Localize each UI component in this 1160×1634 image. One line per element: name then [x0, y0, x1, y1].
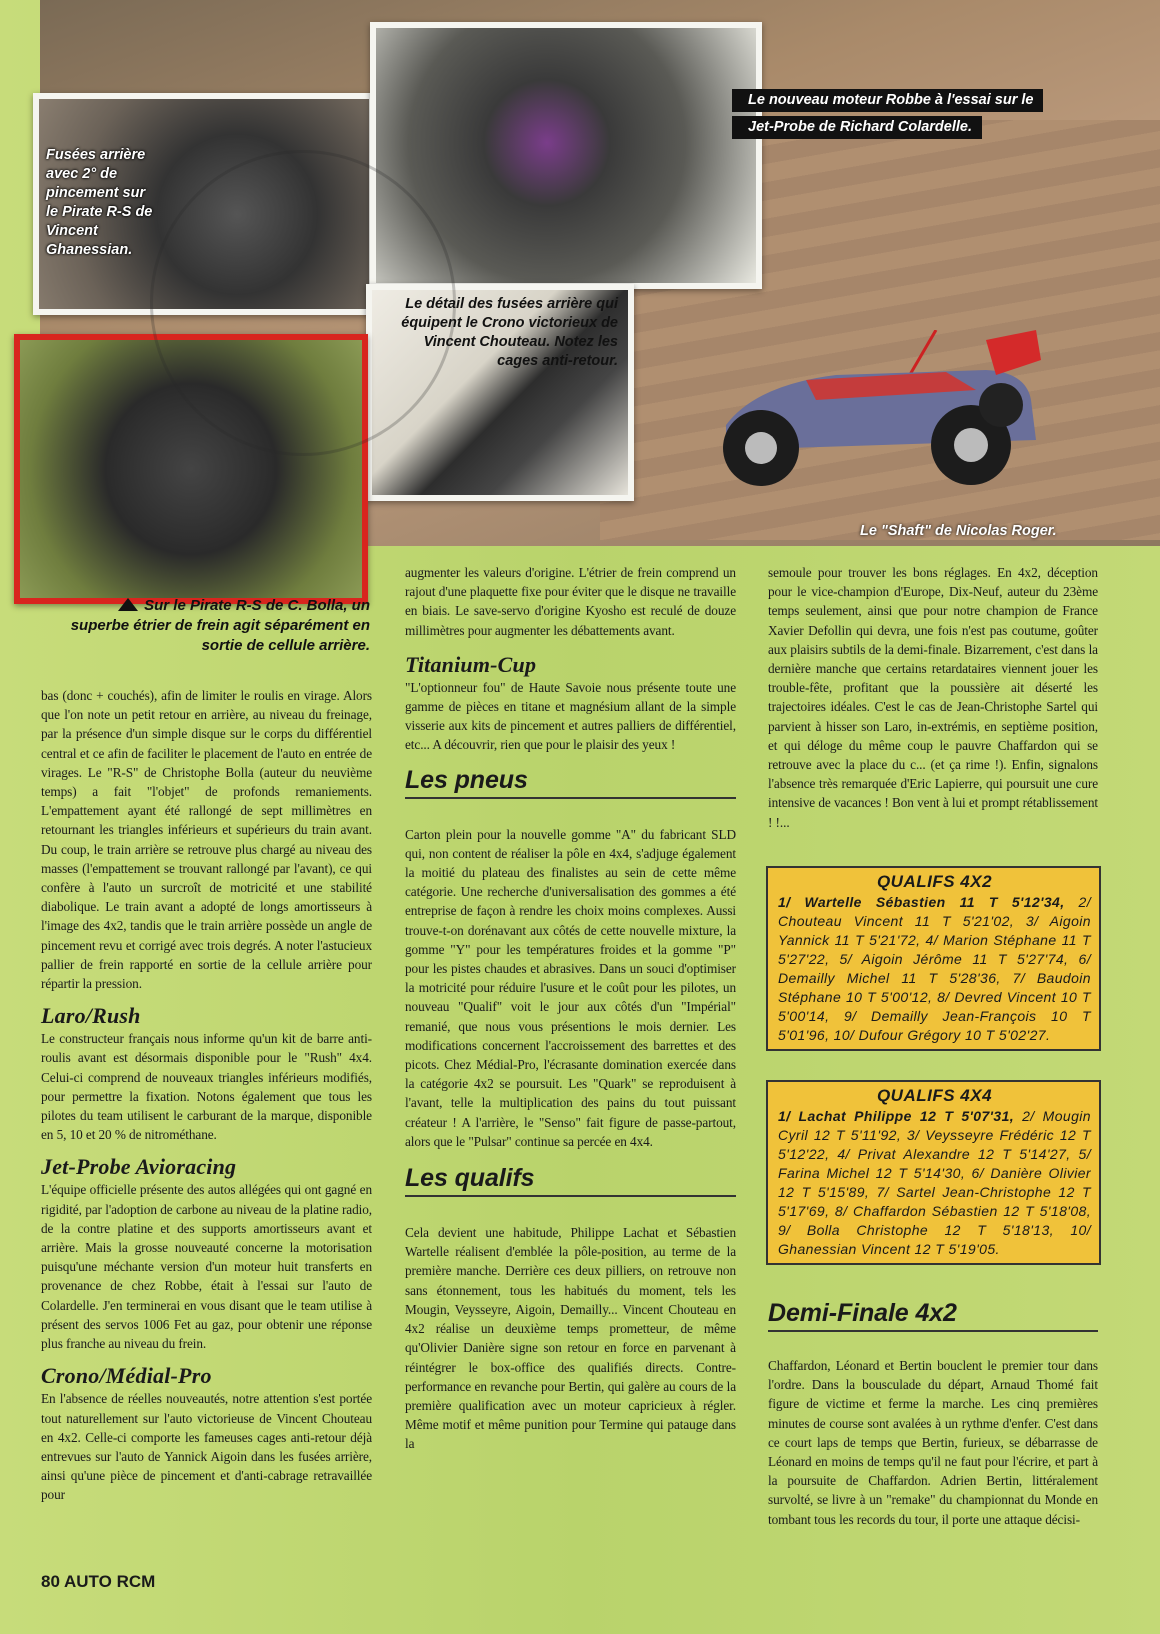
rule-divider	[405, 797, 736, 799]
triangle-pointer-icon	[118, 598, 138, 611]
rule-divider	[405, 1195, 736, 1197]
col2-qualifs-text: Cela devient une habitude, Philippe Lachat et Sébastien Wartelle réalisent d'emblée la pôle-position, au terme de la première manche. Derrière ces deux pilliers, on retrouve non sans étonnement, tous les habitués du moment, tels les Mougin, Veysseyre, Aigoin, Demailly... Vincent Chouteau en 4x2 réalise un deuxième temps prometteur, de même qu'Olivier Danière signe son retour en force en parvenant à réintégrer le box-office des qualifiés directs. Contre-performance en revanche pour Bertin, qui galère au cours de la première qualification avec un moteur capricieux à régler. Même motif et même punition pour Termine qui patauge dans la	[405, 1225, 736, 1452]
col3-demi-text: Chaffardon, Léonard et Bertin bouclent le premier tour dans l'ordre. Dans la bousculade du départ, Arnaud Thomé fait figure de victime et ferme la marche. Les cinq premières minutes de course sont avalées à un rythme d'enfer. C'est dans ce court laps de temps que Bertin, furieux, se débarrasse de Léonard en moins de temps qu'il ne faut pour l'écrire, et part à la poursuite de Chaffardon. Adrien Bertin, littéralement survolté, se livre à un "remake" du championnat du Monde en tombant tous les records du tour, il porte une attaque décisi-	[768, 1358, 1098, 1527]
heading-titanium-cup: Titanium-Cup	[405, 651, 537, 677]
caption-shaft: Le "Shaft" de Nicolas Roger.	[860, 523, 1057, 539]
heading-demi-finale: Demi-Finale 4x2	[768, 1299, 957, 1327]
qualifs-4x2-title: QUALIFS 4X2	[876, 872, 993, 891]
qualifs-4x2-box	[766, 866, 1101, 1051]
caption-hub-detail: Le détail des fusées arrière qui équipent le Crono victorieux de Vincent Chouteau. Notez les cages anti-retour.	[401, 296, 618, 369]
qualifs-4x4-results	[778, 1107, 1091, 1259]
col2-paragraph: augmenter les valeurs d'origine. L'étrier de frein comprend un rajout d'une plaquette fixe pour éviter que le disque ne travaille en biais. Le save-servo d'origine Kyosho est reculé de douze millimètres pour augmenter les débattements avant.	[405, 565, 736, 638]
col1-jet-text: L'équipe officielle présente des autos allégées qui ont gagné en rigidité, par l'adoption de carbone au niveau de la platine radio, de la contre platine et des supports amortisseurs avant et arrière. Mais la grosse nouveauté concerne la motorisation puisqu'une méchante version d'un moteur huit transferts en provenance de chez Robbe, était à l'essai sur l'auto de Colardelle. J'en terminerai en vous disant que le team utilise à présent des servos 1006 Fet au gaz, pour obtenir une réponse plus franche au niveau du frein.	[41, 1182, 372, 1352]
column-1	[41, 686, 372, 1505]
caption-bolla-text: Sur le Pirate R-S de C. Bolla, un superbe étrier de frein agit séparément en sortie de cellule arrière.	[70, 597, 370, 654]
rule-divider	[768, 1330, 1098, 1332]
page-folio: 80 AUTO RCM	[41, 1572, 156, 1591]
col1-paragraph: bas (donc + couchés), afin de limiter le roulis en virage. Alors que l'on note un petit retour en arrière, au niveau du freinage, par la présence d'un simple disque sur le corps du différentiel central et ce afin de faciliter le placement de l'auto en entrée de virages. Le "R-S" de Christophe Bolla (auteur du neuvième temps) a fait "l'objet" de profonds remaniements. L'empattement ayant été rallongé de sept millimètres en retournant les triangles inférieurs et supérieurs du train avant. Du coup, le train arrière se retrouve plus chargé au niveau des masses (l'empattement se trouvant rallongé par l'avant), ce qui confère à l'auto un surcroît de motricité et une stabilité diabolique. Le train avant a adopté de longs amortisseurs à l'image des 4x2, tandis que le train arrière possède un angle de pincement revu et corrigé avec trois degrés. A noter l'astucieux pallier de frein rapporté en sortie de la cellule arrière pour répartir la pression.	[41, 688, 372, 992]
heading-les-pneus: Les pneus	[405, 765, 528, 794]
column-2	[405, 563, 736, 1454]
caption-rear-hub: Fusées arrière avec 2° de pincement sur le Pirate R-S de Vincent Ghanessian.	[46, 147, 153, 258]
col2-pneus-text: Carton plein pour la nouvelle gomme "A" du fabricant SLD qui, non content de réaliser la pôle en 4x4, s'adjuge également la moitié du plateau des finalistes au sein de cette même catégorie. Une recherche d'universalisation des gommes a été entreprise de façon à rendre les choix moins complexes. Aussi trouve-t-on dorénavant aux côtés de cette nouvelle mixture, la gomme "Y" pour les températures froides et la gomme "P" pour les pistes chaudes et abrasives. Dans un souci d'optimiser la motricité pour réduire l'usure et le coût pour les pilotes, un nouveau "Qualif" voit le jour aux côtés d'un "Impérial" remanié, que nous vous présentions le mois dernier. Les modifications concernent l'accroissement des barrettes et des picots. Chez Médial-Pro, l'écrasante domination exercée dans la catégorie 4x2 se poursuit. Les "Quark" se reproduisent à l'avant, telle la multiplication des pains du tout puissant créateur ! A l'arrière, le "Senso" fait figure de passe-partout, alors que le "Pulsar" continue sa percée en 4x4.	[405, 826, 736, 1149]
heading-jet-probe: Jet-Probe Avioracing	[41, 1154, 237, 1180]
caption-bar-line2: Jet-Probe de Richard Colardelle.	[732, 116, 982, 139]
column-3	[768, 563, 1098, 832]
caption-bolla	[70, 596, 370, 656]
qualifs-4x2-rest: 2/ Chouteau Vincent 11 T 5'21'02, 3/ Aigoin Yannick 11 T 5'21'72, 4/ Marion Stéphane 11 T 5'27'22, 5/ Aigoin Jérôme 11 T 5'27'74, 6/ Demailly Michel 11 T 5'28'36, 7/ Baudoin Stéphane 10 T 5'00'12, 8/ Devred Vincent 10 T 5'00'14, 9/ Demailly Jean-François 10 T 5'01'96, 10/ Dufour Grégory 10 T 5'02'27.	[778, 894, 1091, 1043]
caption-bar-line1: Le nouveau moteur Robbe à l'essai sur le	[732, 89, 1043, 112]
qualifs-4x4-title: QUALIFS 4X4	[876, 1086, 993, 1105]
col1-laro-text: Le constructeur français nous informe qu'un kit de barre anti-roulis avant est désormais disponible pour le "Rush" 4x4. Celui-ci comprend de nouveaux triangles inférieurs modifiés, pour permettre la fixation. Notons également que tous les pilotes du team utilisent le carburant de la marque, disponible en 5, 10 et 20 % de nitrométhane.	[41, 1031, 372, 1143]
qualifs-4x2-leader: 1/ Wartelle Sébastien 11 T 5'12'34,	[778, 894, 1065, 910]
caption-robbe-engine	[732, 89, 1128, 143]
col2-titan-text: "L'optionneur fou" de Haute Savoie nous présente toute une gamme de pièces en titane et magnésium allant de la simple visserie aux kits de pincement et autres palliers de différentiel, etc... A découvrir, rien que pour le plaisir des yeux !	[405, 679, 736, 753]
qualifs-4x2-results	[778, 893, 1091, 1045]
qualifs-4x4-box	[766, 1080, 1101, 1265]
col1-crono-text: En l'absence de réelles nouveautés, notre attention s'est portée tout naturellement sur l'auto victorieuse de Vincent Chouteau en 4x2. Celle-ci comporte les fameuses cages anti-retour déjà entrevues sur l'auto de Yannick Aigoin dans les fusées arrière, ainsi qu'une pièce de pincement et d'anti-cabrage retravaillée pour	[41, 1391, 372, 1503]
rc-car-photo	[686, 330, 1066, 490]
heading-crono: Crono/Médial-Pro	[41, 1363, 212, 1389]
col3-paragraph: semoule pour trouver les bons réglages. En 4x2, déception pour le vice-champion d'Europe, Dix-Neuf, auteur du 23ème temps seulement, ainsi que pour notre champion de France Xavier Defollin qui devra, une fois n'est pas coutume, goûter aux plaisirs subtils de la demi-finale. Bizarrement, c'est dans la dernière manche que certains retardataires viennent jouer les trouble-fête, profitant que la poussière ait déserté les trajectoires idéales. C'est le cas de Jean-Christophe Sartel qui parvient à hisser son Laro, in-extrémis, en septième position, et qui déloge du même coup le pauvre Chaffardon qui se retrouve avec la place du c... (et ça rime !). Enfin, signalons l'absence très remarquée d'Eric Lapierre, qui poursuit une cure intensive de vacances ! Bon vent à lui et prompt rétablissement ! !...	[768, 565, 1098, 830]
heading-les-qualifs: Les qualifs	[405, 1164, 535, 1193]
column-3-lower	[768, 1298, 1098, 1529]
qualifs-4x4-rest: 2/ Mougin Cyril 12 T 5'11'92, 3/ Veysseyre Frédéric 12 T 5'12'22, 4/ Privat Alexandre 12 T 5'14'27, 5/ Farina Michel 12 T 5'14'30, 6/ Danière Olivier 12 T 5'15'89, 7/ Sartel Jean-Christophe 12 T 5'17'69, 8/ Chaffardon Sébastien 12 T 5'18'08, 9/ Bolla Christophe 12 T 5'18'13, 10/ Ghanessian Vincent 12 T 5'19'05.	[778, 1108, 1091, 1257]
qualifs-4x4-leader: 1/ Lachat Philippe 12 T 5'07'31,	[778, 1108, 1015, 1124]
heading-laro-rush: Laro/Rush	[41, 1003, 141, 1029]
